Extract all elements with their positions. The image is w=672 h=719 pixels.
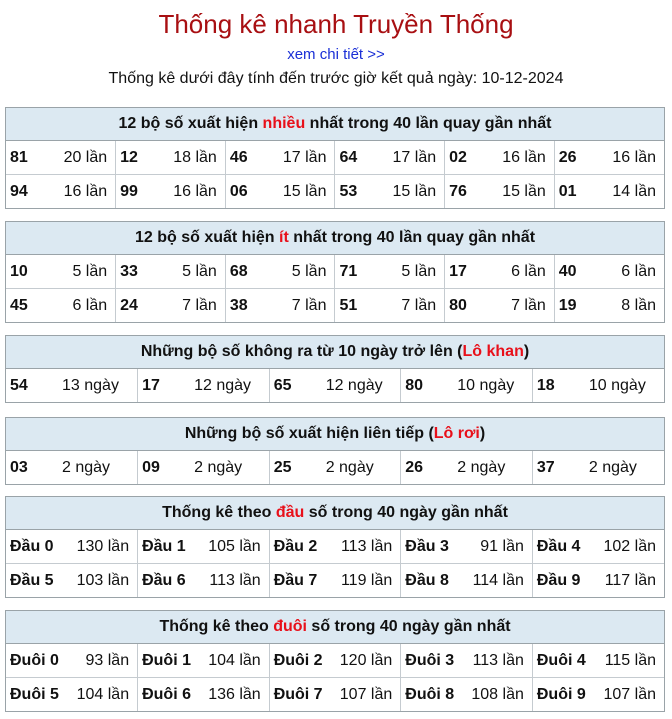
cell-content [142, 451, 265, 484]
table-row [6, 564, 664, 598]
table-row [6, 644, 664, 678]
cell-content [449, 141, 550, 174]
date-note-prefix: Thống kê dưới đây tính đến trước giờ kết quả ngày: [108, 70, 482, 87]
cell-label: 65 [273, 376, 292, 394]
cell-label: 25 [273, 458, 292, 476]
cell-label: 18 [536, 376, 555, 394]
stat-cell [532, 530, 664, 564]
cell-content [405, 644, 528, 677]
cell-content [405, 451, 528, 484]
cell-count: 12 ngày [194, 376, 252, 394]
cell-content [339, 289, 440, 322]
cell-label: 71 [339, 262, 358, 280]
cell-content [405, 530, 528, 563]
cell-content [230, 175, 331, 208]
cell-count: 5 lần [182, 262, 217, 280]
cell-label: Đuôi 2 [273, 651, 323, 669]
cell-count: 7 lần [511, 296, 546, 314]
cell-label: Đầu 7 [273, 571, 318, 589]
lo-khan-table [6, 369, 664, 402]
stat-cell [6, 451, 138, 484]
heading-highlight: ít [279, 229, 289, 246]
stat-cell [269, 530, 401, 564]
cell-content [559, 141, 660, 174]
stat-cell [138, 369, 270, 402]
cell-label: Đầu 2 [273, 537, 318, 555]
stat-cell [6, 564, 138, 598]
cell-content [120, 255, 221, 288]
cell-count: 104 lần [76, 685, 130, 703]
cell-label: Đuôi 0 [10, 651, 59, 669]
cell-content [339, 175, 440, 208]
cell-label: 37 [536, 458, 555, 476]
table-row [6, 289, 664, 323]
least-frequent-heading [6, 222, 664, 255]
cell-content [142, 644, 265, 677]
heading-highlight: nhiều [262, 115, 306, 132]
cell-content [537, 678, 660, 711]
stat-cell [532, 644, 664, 678]
cell-label: 68 [229, 262, 248, 280]
heading-text: Thống kê theo [159, 618, 274, 635]
cell-label: Đầu 1 [142, 537, 186, 555]
heading-highlight: đầu [275, 504, 305, 521]
cell-count: 16 lần [63, 182, 108, 200]
heading-highlight: đuôi [273, 618, 307, 635]
cell-content [142, 678, 265, 711]
cell-count: 6 lần [621, 262, 656, 280]
stat-cell [401, 644, 533, 678]
cell-label: 80 [405, 376, 424, 394]
cell-label: Đầu 0 [10, 537, 54, 555]
cell-content [449, 175, 550, 208]
dau-table [6, 530, 664, 597]
cell-count: 5 lần [401, 262, 437, 280]
cell-label: Đuôi 5 [10, 685, 59, 703]
cell-count: 15 lần [282, 182, 327, 200]
stat-cell [335, 175, 445, 209]
stat-cell [532, 678, 664, 712]
cell-count: 8 lần [621, 296, 656, 314]
dau-stats-block [5, 496, 665, 598]
lo-khan-block [5, 335, 665, 403]
stat-cell [335, 289, 445, 323]
stat-cell [6, 289, 116, 323]
heading-highlight: Lô khan [462, 343, 524, 360]
table-row [6, 255, 664, 289]
cell-content [339, 141, 440, 174]
table-row [6, 141, 664, 175]
cell-count: 7 lần [182, 296, 217, 314]
table-row [6, 175, 664, 209]
cell-count: 136 lần [208, 685, 261, 703]
cell-count: 7 lần [291, 296, 327, 314]
table-row [6, 451, 664, 484]
cell-count: 2 ngày [588, 458, 637, 476]
stat-cell [269, 644, 401, 678]
stat-cell [445, 289, 555, 323]
cell-content [274, 369, 397, 402]
stat-cell [269, 369, 401, 402]
cell-label: 40 [558, 262, 577, 280]
cell-label: 94 [10, 182, 28, 200]
cell-content [559, 255, 660, 288]
cell-content [10, 644, 133, 677]
most-frequent-block [5, 107, 665, 209]
cell-count: 108 lần [471, 685, 524, 703]
cell-count: 103 lần [76, 571, 130, 589]
duoi-stats-block [5, 610, 665, 712]
cell-content [559, 175, 660, 208]
dau-heading [6, 497, 664, 530]
stat-cell [116, 255, 226, 289]
cell-content [537, 369, 660, 402]
cell-count: 13 ngày [62, 376, 119, 394]
cell-label: 24 [120, 296, 138, 314]
stat-cell [6, 255, 116, 289]
stat-cell [445, 141, 555, 175]
cell-content [537, 644, 660, 677]
stat-cell [6, 678, 138, 712]
cell-label: 02 [449, 148, 467, 166]
cell-content [274, 644, 397, 677]
stat-cell [138, 678, 270, 712]
heading-text: nhất trong 40 lần quay gần nhất [288, 229, 536, 246]
lo-roi-heading [6, 418, 664, 451]
cell-content [10, 255, 111, 288]
cell-count: 2 ngày [325, 458, 374, 476]
cell-count: 91 lần [480, 537, 524, 555]
cell-content [537, 564, 660, 597]
lo-roi-table [6, 451, 664, 484]
cell-label: Đầu 3 [405, 537, 449, 555]
heading-text: Những bộ số không ra từ 10 ngày trở lên ( [140, 343, 463, 360]
cell-label: Đuôi 9 [536, 685, 586, 703]
cell-label: 99 [120, 182, 138, 200]
cell-label: Đuôi 6 [142, 685, 191, 703]
heading-text: ) [479, 425, 486, 442]
stat-cell [532, 564, 664, 598]
cell-label: Đuôi 4 [536, 651, 586, 669]
stat-cell [445, 255, 555, 289]
page-header [0, 0, 672, 90]
cell-label: 81 [10, 148, 28, 166]
cell-content [120, 141, 221, 174]
cell-label: 54 [10, 376, 28, 394]
cell-count: 16 lần [173, 182, 217, 200]
cell-count: 119 lần [340, 571, 393, 589]
date-note [0, 68, 672, 90]
stat-cell [225, 141, 335, 175]
stat-cell [6, 369, 138, 402]
cell-content [142, 369, 265, 402]
cell-label: 17 [449, 262, 467, 280]
stat-cell [335, 141, 445, 175]
cell-label: 45 [10, 296, 28, 314]
cell-label: 76 [449, 182, 467, 200]
table-row [6, 678, 664, 712]
heading-text: 12 bộ số xuất hiện [118, 115, 263, 132]
cell-content [120, 289, 221, 322]
cell-content [10, 369, 133, 402]
stat-cell [532, 369, 664, 402]
cell-content [449, 289, 550, 322]
stat-cell [116, 141, 226, 175]
cell-count: 16 lần [502, 148, 546, 166]
cell-count: 12 ngày [325, 376, 383, 394]
cell-content [559, 289, 660, 322]
cell-label: Đuôi 8 [405, 685, 455, 703]
cell-label: 51 [339, 296, 358, 314]
cell-count: 15 lần [502, 182, 546, 200]
least-frequent-block [5, 221, 665, 323]
cell-content [537, 530, 660, 563]
cell-content [405, 564, 528, 597]
cell-label: 38 [229, 296, 248, 314]
cell-content [10, 564, 133, 597]
heading-text: số trong 40 ngày gần nhất [304, 504, 508, 521]
stat-cell [138, 451, 270, 484]
cell-label: Đuôi 7 [273, 685, 323, 703]
stat-cell [401, 564, 533, 598]
cell-count: 10 ngày [457, 376, 515, 394]
stat-cell [554, 255, 664, 289]
cell-content [405, 369, 528, 402]
cell-count: 93 lần [85, 651, 130, 669]
cell-label: 33 [120, 262, 138, 280]
cell-count: 113 lần [340, 537, 393, 555]
view-detail-link[interactable]: xem chi tiết >> [287, 46, 385, 63]
cell-count: 17 lần [392, 148, 437, 166]
cell-count: 10 ngày [588, 376, 646, 394]
cell-label: Đầu 8 [405, 571, 449, 589]
cell-count: 114 lần [472, 571, 524, 589]
most-frequent-heading [6, 108, 664, 141]
stat-cell [6, 530, 138, 564]
stat-cell [138, 644, 270, 678]
heading-text: nhất trong 40 lần quay gần nhất [305, 115, 552, 132]
stat-cell [554, 141, 664, 175]
heading-text: 12 bộ số xuất hiện [134, 229, 279, 246]
cell-count: 16 lần [612, 148, 656, 166]
stat-cell [401, 451, 533, 484]
cell-label: 06 [229, 182, 248, 200]
cell-label: Đuôi 1 [142, 651, 191, 669]
cell-content [230, 289, 331, 322]
cell-content [339, 255, 440, 288]
heading-text: ) [523, 343, 530, 360]
cell-count: 2 ngày [62, 458, 111, 476]
stat-cell [269, 451, 401, 484]
stat-cell [138, 530, 270, 564]
table-row [6, 369, 664, 402]
duoi-heading [6, 611, 664, 644]
cell-label: Đầu 6 [142, 571, 186, 589]
cell-content [142, 530, 265, 563]
stat-cell [269, 564, 401, 598]
cell-count: 18 lần [173, 148, 217, 166]
cell-count: 130 lần [76, 537, 130, 555]
cell-content [274, 678, 397, 711]
stat-cell [401, 678, 533, 712]
cell-label: 17 [142, 376, 160, 394]
cell-count: 113 lần [209, 571, 261, 589]
cell-count: 113 lần [472, 651, 524, 669]
stat-cell [225, 255, 335, 289]
least-frequent-table [6, 255, 664, 322]
cell-count: 117 lần [604, 571, 656, 589]
cell-label: 03 [10, 458, 28, 476]
cell-label: 09 [142, 458, 160, 476]
stat-cell [401, 530, 533, 564]
heading-text: Những bộ số xuất hiện liên tiếp ( [184, 425, 434, 442]
lo-khan-heading [6, 336, 664, 369]
cell-content [274, 530, 397, 563]
stat-cell [554, 289, 664, 323]
cell-label: 64 [339, 148, 358, 166]
cell-content [10, 289, 111, 322]
stat-cell [116, 289, 226, 323]
cell-count: 14 lần [612, 182, 656, 200]
cell-label: 53 [339, 182, 358, 200]
stat-cell [225, 175, 335, 209]
stat-cell [6, 141, 116, 175]
cell-content [537, 451, 660, 484]
cell-count: 104 lần [208, 651, 261, 669]
cell-label: 46 [229, 148, 248, 166]
stat-cell [116, 175, 226, 209]
cell-count: 2 ngày [457, 458, 506, 476]
cell-label: 12 [120, 148, 138, 166]
most-frequent-table [6, 141, 664, 208]
cell-content [449, 255, 550, 288]
cell-count: 15 lần [392, 182, 437, 200]
date-value: 10-12-2024 [481, 70, 564, 87]
table-row [6, 530, 664, 564]
cell-count: 115 lần [604, 651, 656, 669]
duoi-table [6, 644, 664, 711]
cell-label: 80 [449, 296, 467, 314]
cell-count: 7 lần [401, 296, 437, 314]
cell-count: 120 lần [339, 651, 393, 669]
cell-count: 102 lần [603, 537, 656, 555]
stat-cell [269, 678, 401, 712]
stat-cell [335, 255, 445, 289]
cell-content [10, 451, 133, 484]
cell-content [142, 564, 265, 597]
cell-label: Đầu 9 [536, 571, 581, 589]
stat-cell [138, 564, 270, 598]
cell-label: Đầu 5 [10, 571, 54, 589]
cell-label: 19 [558, 296, 577, 314]
lo-roi-block [5, 417, 665, 485]
cell-count: 6 lần [511, 262, 546, 280]
stat-cell [445, 175, 555, 209]
cell-count: 107 lần [603, 685, 656, 703]
page-title: Thống kê nhanh Truyền Thống [158, 9, 514, 39]
cell-content [230, 141, 331, 174]
cell-content [274, 564, 397, 597]
heading-highlight: Lô rơi [433, 425, 480, 442]
cell-count: 5 lần [291, 262, 327, 280]
cell-content [274, 451, 397, 484]
cell-count: 2 ngày [194, 458, 243, 476]
heading-text: số trong 40 ngày gần nhất [306, 618, 511, 635]
cell-label: Đuôi 3 [405, 651, 455, 669]
cell-content [120, 175, 221, 208]
stat-cell [225, 289, 335, 323]
stat-cell [6, 644, 138, 678]
cell-label: 26 [405, 458, 424, 476]
cell-label: 10 [10, 262, 28, 280]
cell-count: 20 lần [63, 148, 108, 166]
cell-count: 6 lần [72, 296, 108, 314]
stat-cell [532, 451, 664, 484]
cell-label: Đầu 4 [536, 537, 581, 555]
heading-text: Thống kê theo [162, 504, 276, 521]
stat-cell [554, 175, 664, 209]
cell-count: 5 lần [72, 262, 108, 280]
cell-count: 17 lần [282, 148, 327, 166]
stat-cell [6, 175, 116, 209]
cell-content [10, 678, 133, 711]
cell-count: 107 lần [339, 685, 393, 703]
cell-label: 26 [558, 148, 577, 166]
cell-content [10, 530, 133, 563]
cell-count: 105 lần [208, 537, 261, 555]
cell-content [10, 175, 111, 208]
cell-content [405, 678, 528, 711]
stat-cell [401, 369, 533, 402]
cell-content [10, 141, 111, 174]
cell-label: 01 [558, 182, 577, 200]
cell-content [230, 255, 331, 288]
